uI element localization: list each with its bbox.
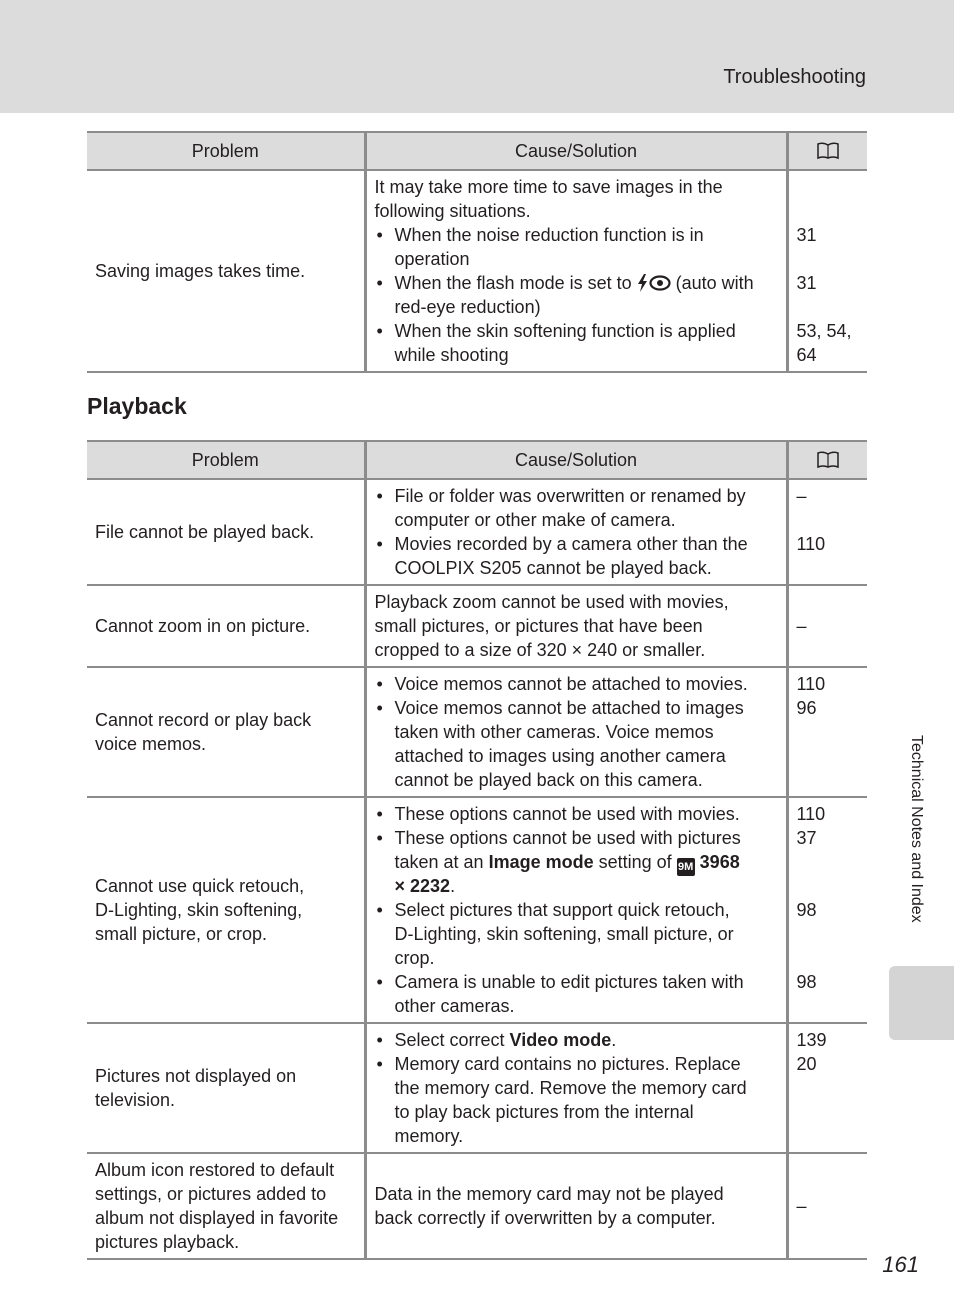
solution-cell: It may take more time to save images in the following situations. • When the noise reduction function is in operation • When the flash mode is set to (auto with red-eye reduction) • When the skin softening function is applied while shooting xyxy=(365,170,787,372)
book-icon xyxy=(816,142,840,160)
problem-cell: Cannot use quick retouch, D-Lighting, skin softening, small picture, or crop. xyxy=(95,876,305,944)
page-ref-cell: 110 96 xyxy=(787,667,867,797)
solution-cell: Playback zoom cannot be used with movies, small pictures, or pictures that have been cropped to a size of 320 × 240 or smaller. xyxy=(365,585,787,667)
flash-redeye-icon xyxy=(637,274,671,292)
header-problem: Problem xyxy=(87,132,365,170)
table-row xyxy=(87,170,867,372)
solution-cell: • Voice memos cannot be attached to movies. • Voice memos cannot be attached to images taken with other cameras. Voice memos attached to images using another camera cannot be played back on this camera. xyxy=(365,667,787,797)
problem-cell: Album icon restored to default settings, or pictures added to album not displayed in favorite pictures playback. xyxy=(95,1160,339,1252)
side-tab-label: Technical Notes and Index xyxy=(908,735,925,923)
troubleshooting-table-top xyxy=(87,131,867,373)
header-page-ref xyxy=(787,132,867,170)
book-icon xyxy=(816,451,840,469)
header-cause: Cause/Solution xyxy=(365,441,787,479)
header-cause: Cause/Solution xyxy=(365,132,787,170)
page-ref-cell: 31 31 53, 54, 64 xyxy=(787,170,867,372)
table-header-row xyxy=(87,441,867,479)
solution-cell: • These options cannot be used with movies. • These options cannot be used with pictures taken at an Image mode setting of 9M 3968 × 2232. • Select pictures that support quick retouch, D-Lighting, skin softening, small picture, or crop. • Camera is unable to edit pictures taken with other cameras. xyxy=(365,797,787,1023)
page-ref-cell: 110 37 98 98 xyxy=(787,797,867,1023)
page-ref-cell: – xyxy=(787,1153,867,1259)
table-row xyxy=(87,479,867,585)
header-page-ref xyxy=(787,441,867,479)
problem-cell: Cannot zoom in on picture. xyxy=(95,616,311,636)
table-row xyxy=(87,585,867,667)
page-ref-cell: – xyxy=(787,585,867,667)
table-header-row xyxy=(87,132,867,170)
problem-cell: File cannot be played back. xyxy=(95,522,315,542)
problem-cell: Saving images takes time. xyxy=(95,261,306,281)
side-tab xyxy=(889,966,954,1040)
table-row xyxy=(87,1153,867,1259)
solution-cell: • File or folder was overwritten or renamed by computer or other make of camera. • Movies recorded by a camera other than the COOLPIX S205 cannot be played back. xyxy=(365,479,787,585)
page-number: 161 xyxy=(882,1252,919,1277)
solution-cell: Data in the memory card may not be played back correctly if overwritten by a computer. xyxy=(365,1153,787,1259)
table-row xyxy=(87,797,867,1023)
troubleshooting-table-playback xyxy=(87,440,867,1260)
header-band xyxy=(0,0,954,113)
table-row xyxy=(87,1023,867,1153)
problem-cell: Cannot record or play back voice memos. xyxy=(95,710,312,754)
solution-cell: • Select correct Video mode. • Memory card contains no pictures. Replace the memory card. Remove the memory card to play back pictures from the internal memory. xyxy=(365,1023,787,1153)
table-row xyxy=(87,667,867,797)
section-label: Troubleshooting xyxy=(723,66,866,88)
image-mode-icon: 9M xyxy=(677,858,695,876)
header-problem: Problem xyxy=(87,441,365,479)
problem-cell: Pictures not displayed on television. xyxy=(95,1066,297,1110)
section-title-playback: Playback xyxy=(87,393,187,419)
page-ref-cell: 139 20 xyxy=(787,1023,867,1153)
page-ref-cell: – 110 xyxy=(787,479,867,585)
